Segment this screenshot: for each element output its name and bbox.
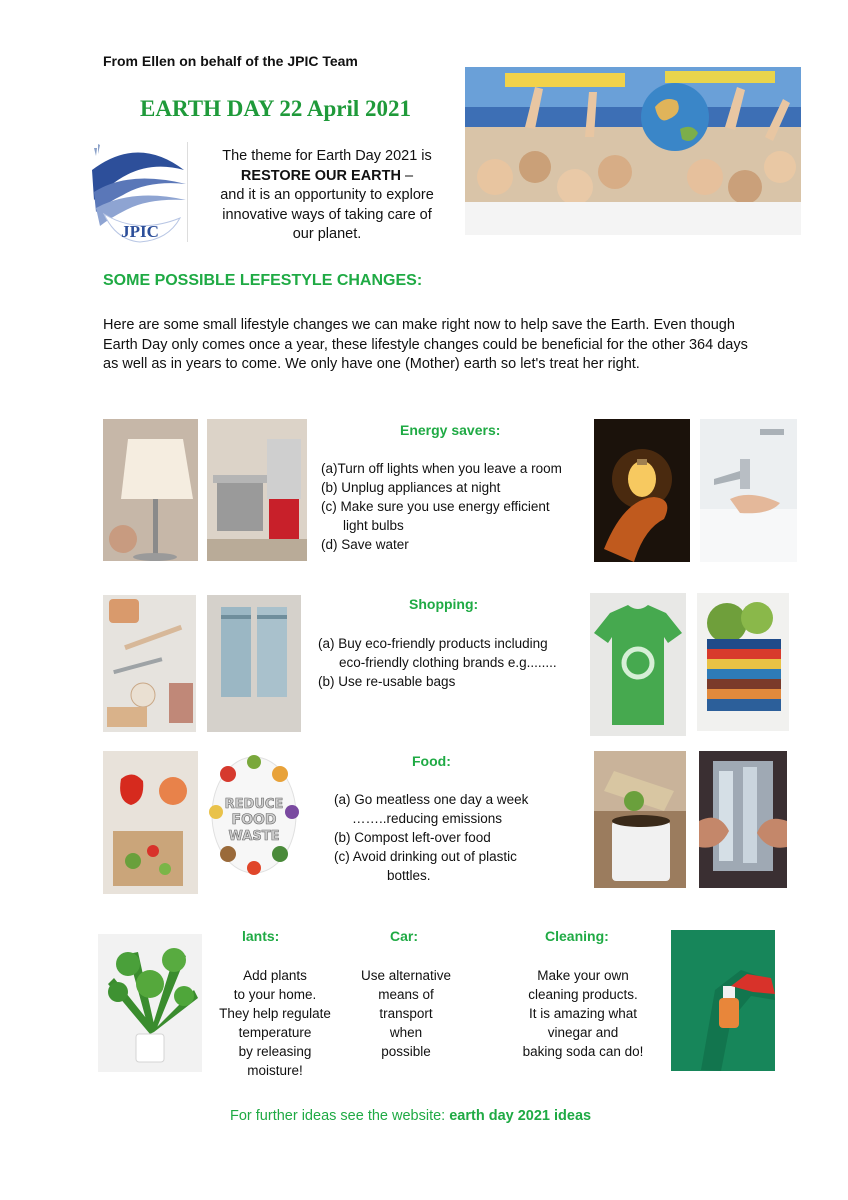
spray-bottle-photo [671,930,775,1071]
towels-photo [207,595,301,732]
energy-item-b: (b) Unplug appliances at night [321,480,501,495]
footer-prefix: For further ideas see the website: [230,1108,450,1124]
energy-item-d: (d) Save water [321,537,409,552]
cleaning-line: cleaning products. [528,987,638,1002]
food-item-a: (a) Go meatless one day a week [334,792,529,807]
theme-dash: – [400,167,414,184]
plants-line: moisture! [247,1063,303,1078]
appliances-photo [207,419,307,561]
logo-text: JPIC [121,222,159,241]
badge-food: FOOD [231,812,277,828]
compost-photo [594,751,686,888]
shopping-item-b: (b) Use re-usable bags [318,674,456,689]
cleaning-heading: Cleaning: [545,928,609,944]
shopping-item-a-cont: eco-friendly clothing brands e.g........ [339,655,557,670]
car-line: means of [378,987,434,1002]
jpic-logo [88,140,190,244]
theme-line-2-wrap [196,167,458,187]
plants-line: by releasing [238,1044,312,1059]
cleaning-line: Make your own [537,968,629,983]
cleaning-line: vinegar and [547,1025,619,1040]
food-item-c: (c) Avoid drinking out of plastic [334,849,517,864]
plants-line: Add plants [243,968,307,983]
plants-line: They help regulate [219,1006,331,1021]
plants-heading: lants: [242,928,280,944]
car-text [348,966,464,1061]
plants-text [205,966,345,1080]
eco-products-photo [103,595,196,732]
food-item-c-cont: bottles. [387,868,431,883]
ideas-link[interactable]: earth day 2021 ideas [449,1108,592,1124]
food-heading: Food: [412,753,451,769]
reusable-bag-photo [697,593,789,731]
food-item-a-cont: ……..reducing emissions [352,811,503,826]
car-line: possible [381,1044,431,1059]
theme-line-4: innovative ways of taking care of [222,206,432,223]
shopping-list [318,634,557,691]
lamp-photo [103,419,198,561]
reduce-food-waste-badge [208,752,300,878]
page-title: EARTH DAY 22 April 2021 [140,96,411,121]
lifestyle-heading: SOME POSSIBLE LEFESTYLE CHANGES: [103,272,423,289]
car-line: transport [379,1006,433,1021]
plastic-bottles-photo [699,751,787,888]
children-globe-photo [465,67,801,235]
energy-item-a: (a)Turn off lights when you leave a room [321,461,562,476]
badge-waste: WASTE [228,829,280,844]
shopping-item-a: (a) Buy eco-friendly products including [318,636,548,651]
energy-item-c-cont: light bulbs [343,518,404,533]
energy-item-c: (c) Make sure you use energy efficient [321,499,550,514]
from-line: From Ellen on behalf of the JPIC Team [103,53,358,69]
lightbulb-photo [594,419,690,562]
shopping-heading: Shopping: [409,596,479,612]
intro-paragraph: Here are some small lifestyle changes we can make right now to help save the Earth. Even though Earth Day only comes once a year, these lifestyle changes could be beneficial for the other 364 days as well as in years to come. We only have one (Mother) earth so let's treat her right. [103,317,748,372]
cleaning-line: baking soda can do! [522,1044,644,1059]
food-item-b: (b) Compost left-over food [334,830,491,845]
theme-highlight: RESTORE OUR EARTH [240,167,401,184]
food-list [334,790,528,885]
energy-heading: Energy savers: [400,422,501,438]
footer-text [230,1108,591,1124]
tap-photo [700,419,797,562]
badge-reduce: REDUCE [224,797,284,812]
cleaning-line: It is amazing what [528,1006,638,1021]
car-line: Use alternative [360,968,452,983]
theme-text [196,147,458,245]
plant-photo [98,934,202,1072]
theme-line-3: and it is an opportunity to explore [220,187,434,203]
car-heading: Car: [390,928,419,944]
plants-line: temperature [238,1025,312,1040]
plants-line: to your home. [233,987,317,1002]
vegetables-photo [103,751,198,894]
theme-line-5: our planet. [292,226,362,242]
cleaning-text [510,966,656,1061]
energy-list [321,459,562,554]
car-line: when [389,1025,423,1040]
divider [187,142,188,242]
theme-line-1: The theme for Earth Day 2021 is [222,148,432,164]
recycle-tshirt-photo [590,593,686,736]
